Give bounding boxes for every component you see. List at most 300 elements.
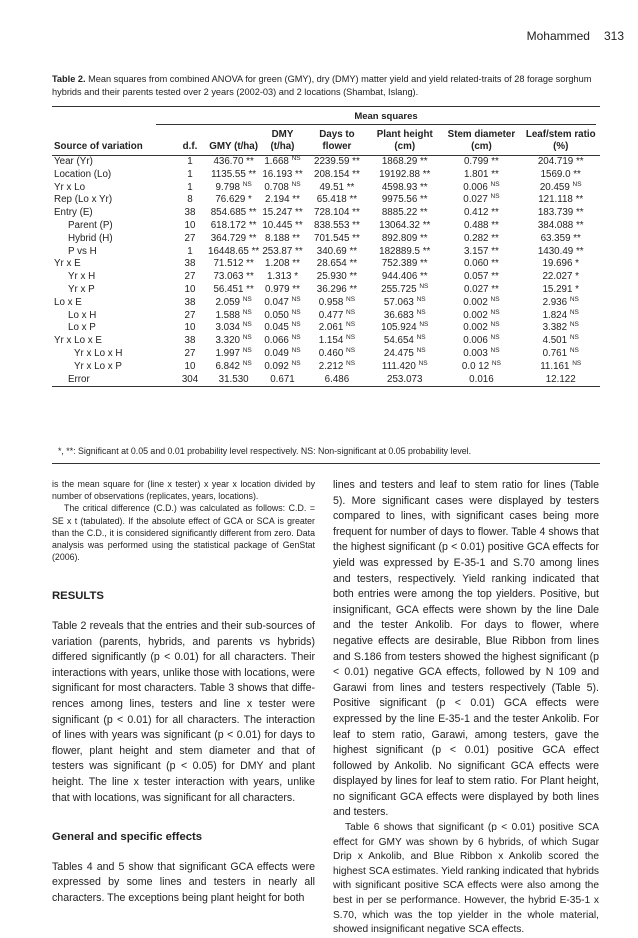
cell-stem-diameter-value: 0.002 xyxy=(463,309,488,321)
footnote-rule xyxy=(52,463,600,464)
ns-marker: NS xyxy=(346,346,356,354)
ns-marker: NS xyxy=(346,334,356,342)
ns-marker: NS xyxy=(346,321,356,329)
table-row xyxy=(52,361,600,374)
ns-marker: NS xyxy=(291,359,301,367)
cell-gmy xyxy=(208,220,259,233)
cell-gmy-value: 1.997 xyxy=(215,347,240,359)
cell-plant-height-value: 111.420 xyxy=(381,360,416,372)
ns-marker: NS xyxy=(291,308,301,316)
cell-gmy-value: 56.451 ** xyxy=(213,283,254,295)
cell-leaf-stem-value: 121.118 ** xyxy=(538,194,584,206)
cell-stem-diameter-value: 0.003 xyxy=(463,347,488,359)
cell-stem-diameter xyxy=(441,220,521,233)
ns-marker: NS xyxy=(491,359,501,367)
cell-leaf-stem xyxy=(521,182,600,195)
cell-gmy-value: 6.842 xyxy=(215,360,240,372)
cell-df xyxy=(172,374,208,387)
table-row xyxy=(52,156,600,169)
ns-marker: NS xyxy=(416,346,426,354)
cell-df-value: 10 xyxy=(184,322,196,334)
cell-days xyxy=(306,284,368,297)
cell-leaf-stem xyxy=(521,297,600,310)
cell-days xyxy=(306,169,368,182)
cell-days-value: 0.460 xyxy=(318,347,344,359)
cell-stem-diameter-value: 0.016 xyxy=(469,373,494,385)
ns-marker: NS xyxy=(569,346,579,354)
cell-gmy xyxy=(208,361,259,374)
cell-stem-diameter xyxy=(441,156,521,169)
cell-df xyxy=(172,182,208,195)
cell-leaf-stem xyxy=(521,271,600,284)
cell-leaf-stem xyxy=(521,284,600,297)
cell-stem-diameter-value: 0.412 ** xyxy=(463,207,499,219)
cell-stem-diameter xyxy=(441,182,521,195)
ns-marker: NS xyxy=(242,359,252,367)
cell-plant-height xyxy=(368,156,441,169)
cell-days-value: 6.486 xyxy=(324,373,350,385)
ns-marker: NS xyxy=(291,180,301,188)
cell-plant-height-value: 57.063 xyxy=(383,296,414,308)
cell-gmy xyxy=(208,233,259,246)
cell-dmy xyxy=(259,194,306,207)
cell-source: Parent (P) xyxy=(68,219,113,231)
cell-gmy-value: 31.530 xyxy=(218,373,249,385)
cell-days xyxy=(306,194,368,207)
ns-marker: NS xyxy=(490,193,500,201)
cell-leaf-stem xyxy=(521,194,600,207)
cell-source: Year (Yr) xyxy=(54,156,93,167)
cell-df xyxy=(172,335,208,348)
ns-marker: NS xyxy=(419,282,429,290)
cell-stem-diameter xyxy=(441,361,521,374)
cell-leaf-stem-value: 19.696 * xyxy=(542,258,579,270)
cell-days-value: 0.958 xyxy=(318,296,344,308)
cell-df xyxy=(172,310,208,323)
cell-df xyxy=(172,246,208,259)
cell-stem-diameter-value: 0.006 xyxy=(463,181,488,193)
col-header-plant-height: Plant height (cm) xyxy=(368,127,441,156)
cell-plant-height-value: 13064.32 ** xyxy=(379,219,431,231)
cell-leaf-stem xyxy=(521,322,600,335)
cell-days-value: 49.51 ** xyxy=(319,181,355,193)
cell-gmy-value: 364.729 ** xyxy=(210,232,257,244)
cell-stem-diameter-value: 0.006 xyxy=(463,335,488,347)
general-specific-paragraph: Tables 4 and 5 show that significant GCA effects were expressed by some lines and testers in nearly all characters. The exceptions being plant height for both xyxy=(52,860,315,904)
ns-marker: NS xyxy=(490,334,500,342)
cell-plant-height-value: 255.725 xyxy=(381,283,417,295)
cell-leaf-stem-value: 183.739 ** xyxy=(537,207,584,219)
ns-marker: NS xyxy=(416,334,426,342)
cell-gmy-value: 436.70 ** xyxy=(213,156,254,167)
cell-gmy xyxy=(208,156,259,169)
cell-stem-diameter-value: 0.002 xyxy=(463,296,488,308)
cell-leaf-stem xyxy=(521,233,600,246)
anova-table xyxy=(52,127,600,386)
ns-marker: NS xyxy=(291,334,301,342)
cell-leaf-stem-value: 3.382 xyxy=(542,322,568,334)
cell-df-value: 8 xyxy=(187,194,193,206)
col-header-dmy: DMY (t/ha) xyxy=(259,127,306,156)
cell-plant-height-value: 4598.93 ** xyxy=(381,181,428,193)
cell-plant-height xyxy=(368,361,441,374)
cell-gmy-value: 9.798 xyxy=(215,181,240,193)
cell-leaf-stem-value: 1.824 xyxy=(542,309,568,321)
cell-plant-height xyxy=(368,284,441,297)
left-column xyxy=(52,478,315,907)
ns-marker: NS xyxy=(569,334,579,342)
cell-df-value: 38 xyxy=(184,335,196,347)
cell-stem-diameter xyxy=(441,348,521,361)
cell-plant-height xyxy=(368,297,441,310)
cell-dmy-value: 0.092 xyxy=(264,360,289,372)
cell-gmy-value: 73.063 ** xyxy=(213,271,254,283)
right-paragraph-1: lines and testers and leaf to stem ratio for lines (Table 5). More significant cases were displayed by testers compared to lines, with significant cases being more frequent for number of days to flower. Table 4 shows that the highest significant (p < 0.01) positive GCA effects for yield was expressed by E-35-1 and S.70 among lines and testers, respectively. Yield ranking indicated that both entries were among the top yielders. Positive, but insignificant, GCA effects were shown by the line Dale and the tester Ankolib. For days to flower, where negative effects are desirable, Blue Ribbon from lines and S.186 from testers showed the highest significant (p < 0.01) negative GCA effects, followed by N 109 and Garawi from lines and testers respectively (Table 5). Positive significant (p < 0.01) GCA effects were expressed by the line E-35-1 and the tester Ankolib. For leaf to stem ratio, Garawi, among testers, gave the highest significant (p < 0.01) positive GCA effect followed by Ankolib. No significant GCA effects were displayed by lines for leaf to stem ratio. For Plant height, no significant GCA effects were displayed by both lines and testers. xyxy=(333,479,599,819)
cell-gmy-value: 76.629 * xyxy=(215,194,252,206)
table-row xyxy=(52,374,600,387)
cell-dmy xyxy=(259,271,306,284)
cell-leaf-stem-value: 2.936 xyxy=(542,296,568,308)
cell-df xyxy=(172,322,208,335)
right-column xyxy=(333,478,599,938)
cell-source: Lo x E xyxy=(54,296,82,308)
cell-source: Entry (E) xyxy=(54,207,93,219)
cell-plant-height xyxy=(368,310,441,323)
cell-dmy xyxy=(259,258,306,271)
header-author: Mohammed xyxy=(526,29,590,43)
cell-gmy xyxy=(208,207,259,220)
cell-stem-diameter-value: 0.002 xyxy=(463,322,488,334)
ns-marker: NS xyxy=(569,308,579,316)
cell-plant-height-value: 24.475 xyxy=(383,347,414,359)
cell-days xyxy=(306,361,368,374)
ns-marker: NS xyxy=(242,180,252,188)
ns-marker: NS xyxy=(242,346,252,354)
cell-leaf-stem xyxy=(521,169,600,182)
cell-leaf-stem-value: 20.459 xyxy=(539,181,570,193)
ns-marker: NS xyxy=(572,359,582,367)
cell-days xyxy=(306,233,368,246)
cell-days xyxy=(306,297,368,310)
cell-leaf-stem xyxy=(521,361,600,374)
table-footnote: *, **: Significant at 0.05 and 0.01 probability level respectively. NS: Non-significant at 0.05 probability level. xyxy=(58,446,472,456)
cell-dmy-value: 0.671 xyxy=(270,373,295,385)
ns-marker: NS xyxy=(490,321,500,329)
cell-df-value: 38 xyxy=(184,207,196,219)
cell-stem-diameter-value: 0.282 ** xyxy=(463,232,499,244)
mean-squares-header xyxy=(52,107,600,127)
cell-days-value: 1.154 xyxy=(318,335,344,347)
ns-marker: NS xyxy=(569,321,579,329)
cell-days-value: 340.69 ** xyxy=(316,245,358,257)
cell-gmy-value: 1135.55 ** xyxy=(211,168,257,180)
cell-plant-height-value: 54.654 xyxy=(383,335,414,347)
cell-leaf-stem-value: 1569.0 ** xyxy=(540,168,581,180)
cell-stem-diameter xyxy=(441,246,521,259)
ns-marker: NS xyxy=(346,359,356,367)
cell-days-value: 36.296 ** xyxy=(316,283,358,295)
cell-df xyxy=(172,233,208,246)
cell-plant-height xyxy=(368,169,441,182)
cell-gmy-value: 854.685 ** xyxy=(210,207,257,219)
table-caption-text: Mean squares from combined ANOVA for green (GMY), dry (DMY) matter yield and yield related-traits of 28 forage sorghum hybrids and their parents tested over 2 years (2002-03) and 2 locations (Shambat, Islang). xyxy=(52,74,592,97)
cell-df xyxy=(172,207,208,220)
cell-gmy-value: 16448.65 ** xyxy=(208,245,260,257)
table-row xyxy=(52,233,600,246)
cell-stem-diameter xyxy=(441,297,521,310)
cell-df-value: 10 xyxy=(184,360,196,372)
cell-df-value: 304 xyxy=(181,373,199,385)
cell-gmy-value: 618.172 ** xyxy=(210,219,257,231)
cell-leaf-stem-value: 63.359 ** xyxy=(540,232,581,244)
cell-gmy-value: 3.034 xyxy=(215,322,240,334)
col-header-df: d.f. xyxy=(172,127,208,156)
cell-leaf-stem xyxy=(521,310,600,323)
intro-paragraph-1: is the mean square for (line x tester) x year x location divided by number of observations (replicates, years, locations). xyxy=(52,479,315,502)
ns-marker: NS xyxy=(569,295,579,303)
cell-stem-diameter-value: 0.799 ** xyxy=(463,156,499,167)
cell-leaf-stem-value: 11.161 xyxy=(540,360,570,372)
cell-leaf-stem xyxy=(521,374,600,387)
cell-dmy-value: 1.313 * xyxy=(266,271,299,283)
ns-marker: NS xyxy=(416,308,426,316)
cell-dmy xyxy=(259,207,306,220)
cell-leaf-stem-value: 1430.49 ** xyxy=(537,245,584,257)
right-paragraph-2: Table 6 shows that significant (p < 0.01) positive SCA effect for GMY was shown by 6 hybrids, of which Sugar Drip x Ankolib, and Blue Ribbon x Ankolib scored the highest SCA estimates. Yield ranking indicated that hybrids with significant positive SCA effects were also among the best in per se performance. However, the hybrid E-35-1 x S.70, which was the top yielder in the whole material, showed insignificant negative SCA effects. xyxy=(333,822,599,936)
ns-marker: NS xyxy=(291,321,301,329)
cell-plant-height-value: 36.683 xyxy=(383,309,414,321)
cell-source: Yr x H xyxy=(68,271,96,283)
cell-df-value: 38 xyxy=(184,258,196,270)
cell-source: Yr x P xyxy=(68,283,95,295)
cell-stem-diameter xyxy=(441,233,521,246)
cell-dmy-value: 2.194 ** xyxy=(265,194,300,206)
table-caption xyxy=(52,73,594,99)
cell-plant-height-value: 1868.29 ** xyxy=(381,156,428,167)
cell-plant-height xyxy=(368,374,441,387)
cell-plant-height xyxy=(368,207,441,220)
cell-df xyxy=(172,271,208,284)
cell-plant-height-value: 9975.56 ** xyxy=(381,194,428,206)
cell-source: Yr x Lo x E xyxy=(54,335,102,347)
ns-marker: NS xyxy=(490,295,500,303)
results-paragraph: Table 2 reveals that the entries and their sub-sources of variation (parents, hybrids, and parents vs hybrids) differed significantly (p < 0.01) for all characters. Their interactions with years, unlike those with locations, were significant for most characters. Table 3 shows that diffe-rences among lines, testers and line x tester were significant (p < 0.01) for all characters. The interaction of lines with years was significant (p < 0.01) for days to flower, plant height and stem diameter and that of testers was significant (p < 0.05) for DMY and plant height. The line x tester interaction with years, unlike that with locations, was significant for all characters. xyxy=(52,620,315,804)
table-header-row xyxy=(52,127,600,156)
cell-stem-diameter xyxy=(441,310,521,323)
table-row xyxy=(52,335,600,348)
cell-df-value: 27 xyxy=(184,309,196,321)
cell-gmy-value: 1.588 xyxy=(215,309,240,321)
cell-dmy-value: 8.188 ** xyxy=(265,232,300,244)
cell-gmy-value: 71.512 ** xyxy=(213,258,254,270)
cell-days-value: 838.553 ** xyxy=(314,219,360,231)
cell-dmy-value: 0.045 xyxy=(264,322,289,334)
cell-stem-diameter xyxy=(441,207,521,220)
cell-stem-diameter-value: 0.060 ** xyxy=(463,258,499,270)
table-body xyxy=(52,156,600,387)
cell-days-value: 28.654 ** xyxy=(316,258,358,270)
table-row xyxy=(52,297,600,310)
cell-days-value: 2239.59 ** xyxy=(314,156,360,167)
cell-stem-diameter xyxy=(441,322,521,335)
ns-marker: NS xyxy=(242,295,252,303)
cell-leaf-stem-value: 12.122 xyxy=(545,373,576,385)
cell-df xyxy=(172,284,208,297)
table-row xyxy=(52,271,600,284)
cell-dmy xyxy=(259,374,306,387)
cell-plant-height-value: 253.073 xyxy=(387,373,423,385)
cell-df xyxy=(172,258,208,271)
running-header xyxy=(527,29,624,43)
cell-plant-height xyxy=(368,194,441,207)
table-row xyxy=(52,310,600,323)
cell-stem-diameter xyxy=(441,374,521,387)
cell-dmy-value: 0.047 xyxy=(264,296,289,308)
cell-plant-height-value: 752.389 ** xyxy=(381,258,428,270)
cell-plant-height xyxy=(368,233,441,246)
cell-source: Hybrid (H) xyxy=(68,232,113,244)
cell-stem-diameter xyxy=(441,169,521,182)
cell-df xyxy=(172,220,208,233)
ns-marker: NS xyxy=(419,321,429,329)
ns-marker: NS xyxy=(242,321,252,329)
table-row xyxy=(52,220,600,233)
cell-leaf-stem xyxy=(521,335,600,348)
cell-df-value: 1 xyxy=(187,156,193,167)
cell-dmy-value: 15.247 ** xyxy=(262,207,303,219)
table-row xyxy=(52,207,600,220)
ns-marker: NS xyxy=(490,180,500,188)
cell-days xyxy=(306,258,368,271)
cell-df xyxy=(172,297,208,310)
cell-leaf-stem xyxy=(521,220,600,233)
cell-source: Location (Lo) xyxy=(54,168,112,180)
cell-df-value: 10 xyxy=(184,283,196,295)
cell-days xyxy=(306,348,368,361)
cell-leaf-stem-value: 4.501 xyxy=(542,335,568,347)
ns-marker: NS xyxy=(490,308,500,316)
cell-days xyxy=(306,220,368,233)
cell-days xyxy=(306,271,368,284)
table-row xyxy=(52,348,600,361)
cell-source: Rep (Lo x Yr) xyxy=(54,194,113,206)
ns-marker: NS xyxy=(490,346,500,354)
cell-df-value: 1 xyxy=(187,168,193,180)
table-row xyxy=(52,169,600,182)
cell-days-value: 0.477 xyxy=(318,309,344,321)
cell-days xyxy=(306,156,368,169)
cell-days xyxy=(306,335,368,348)
mean-squares-label: Mean squares xyxy=(156,111,596,125)
cell-leaf-stem xyxy=(521,156,600,169)
cell-df-value: 38 xyxy=(184,296,196,308)
cell-days-value: 701.545 ** xyxy=(314,232,360,244)
cell-plant-height xyxy=(368,246,441,259)
cell-stem-diameter-value: 0.488 ** xyxy=(463,219,499,231)
cell-leaf-stem-value: 204.719 ** xyxy=(537,156,584,167)
cell-gmy xyxy=(208,182,259,195)
cell-days-value: 208.154 ** xyxy=(314,168,360,180)
cell-source: Yr x Lo x H xyxy=(74,347,123,359)
ns-marker: NS xyxy=(572,180,582,188)
cell-leaf-stem-value: 0.761 xyxy=(542,347,568,359)
cell-plant-height-value: 8885.22 ** xyxy=(381,207,428,219)
cell-days xyxy=(306,310,368,323)
ns-marker: NS xyxy=(242,308,252,316)
cell-dmy-value: 0.049 xyxy=(264,347,289,359)
cell-days-value: 2.061 xyxy=(318,322,344,334)
cell-plant-height xyxy=(368,271,441,284)
cell-leaf-stem xyxy=(521,207,600,220)
ns-marker: NS xyxy=(291,346,301,354)
cell-stem-diameter xyxy=(441,335,521,348)
cell-stem-diameter xyxy=(441,258,521,271)
cell-dmy-value: 0.066 xyxy=(264,335,289,347)
cell-dmy-value: 0.708 xyxy=(264,181,289,193)
cell-plant-height-value: 182889.5 ** xyxy=(379,245,431,257)
intro-paragraph-2: The critical difference (C.D.) was calculated as follows: C.D. = SE x t (tabulated). If the absolute effect of GCA or SCA is greater than the C.D., it is considered significantly different from zero. Data analysis was performed using the statistical package of GenStat (2006). xyxy=(52,503,315,563)
table-row xyxy=(52,258,600,271)
cell-days-value: 25.930 ** xyxy=(316,271,358,283)
cell-plant-height xyxy=(368,348,441,361)
cell-plant-height-value: 944.406 ** xyxy=(381,271,428,283)
anova-table-wrapper xyxy=(52,106,600,387)
cell-stem-diameter-value: 0.0 12 xyxy=(461,360,490,372)
cell-leaf-stem xyxy=(521,348,600,361)
cell-source: Yr x E xyxy=(54,258,81,270)
cell-plant-height xyxy=(368,258,441,271)
table-row xyxy=(52,284,600,297)
cell-dmy-value: 10.445 ** xyxy=(262,219,303,231)
table-row xyxy=(52,246,600,259)
cell-days xyxy=(306,322,368,335)
table-row xyxy=(52,194,600,207)
ns-marker: NS xyxy=(242,334,252,342)
cell-plant-height xyxy=(368,335,441,348)
cell-dmy xyxy=(259,233,306,246)
cell-stem-diameter-value: 3.157 ** xyxy=(463,245,499,257)
cell-df xyxy=(172,194,208,207)
cell-df xyxy=(172,156,208,169)
cell-dmy-value: 1.668 xyxy=(264,156,289,167)
table-bottom-rule xyxy=(52,386,600,387)
cell-dmy xyxy=(259,361,306,374)
cell-stem-diameter-value: 1.801 ** xyxy=(463,168,499,180)
table-row xyxy=(52,322,600,335)
cell-days-value: 65.418 ** xyxy=(316,194,358,206)
cell-df-value: 27 xyxy=(184,347,196,359)
cell-df-value: 1 xyxy=(187,181,193,193)
cell-stem-diameter-value: 0.027 xyxy=(463,194,488,206)
cell-dmy xyxy=(259,246,306,259)
cell-df-value: 1 xyxy=(187,245,193,257)
cell-stem-diameter-value: 0.057 ** xyxy=(463,271,499,283)
cell-stem-diameter-value: 0.027 ** xyxy=(463,283,499,295)
page-number: 313 xyxy=(603,29,624,43)
cell-df xyxy=(172,348,208,361)
cell-leaf-stem xyxy=(521,246,600,259)
table-caption-label: Table 2. xyxy=(52,74,86,84)
cell-source: Lo x P xyxy=(68,322,96,334)
cell-gmy xyxy=(208,271,259,284)
col-header-stem-diameter: Stem diameter (cm) xyxy=(441,127,521,156)
cell-days-value: 728.104 ** xyxy=(314,207,360,219)
cell-df-value: 27 xyxy=(184,232,196,244)
cell-df xyxy=(172,361,208,374)
cell-dmy-value: 253.87 ** xyxy=(262,245,303,257)
cell-leaf-stem-value: 384.088 ** xyxy=(537,219,584,231)
ns-marker: NS xyxy=(416,295,426,303)
